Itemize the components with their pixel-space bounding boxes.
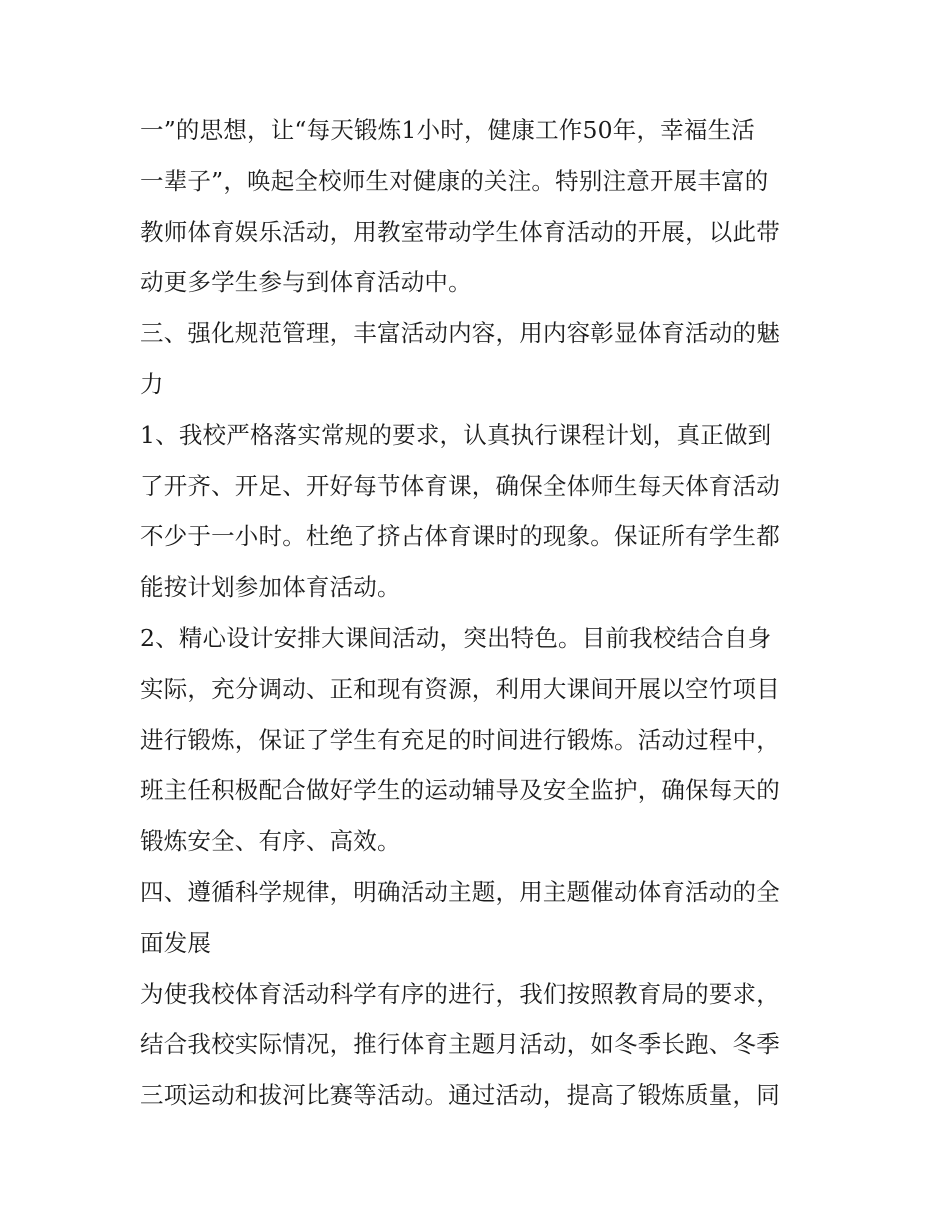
paragraph-line: 进行锻炼，保证了学生有充足的时间进行锻炼。活动过程中， bbox=[140, 725, 780, 754]
document-body bbox=[140, 105, 820, 1121]
paragraph-line: 锻炼安全、有序、高效。 bbox=[140, 827, 401, 856]
section-heading-line: 面发展 bbox=[140, 928, 212, 957]
section-heading-line: 力 bbox=[140, 369, 164, 398]
paragraph-line: 2、精心设计安排大课间活动，突出特色。目前我校结合自身 bbox=[140, 623, 772, 652]
paragraph-line: 班主任积极配合做好学生的运动辅导及安全监护，确保每天的 bbox=[140, 776, 780, 805]
paragraph-line: 一”的思想，让“每天锻炼1小时，健康工作50年，幸福生活 bbox=[140, 116, 755, 144]
paragraph-line: 三项运动和拔河比赛等活动。通过活动，提高了锻炼质量，同 bbox=[140, 1081, 780, 1110]
section-heading-line: 四、遵循科学规律，明确活动主题，用主题催动体育活动的全 bbox=[140, 877, 780, 906]
paragraph-line: 实际，充分调动、正和现有资源，利用大课间开展以空竹项目 bbox=[140, 674, 780, 703]
paragraph-line: 为使我校体育活动科学有序的进行，我们按照教育局的要求， bbox=[140, 979, 780, 1008]
paragraph-line: 结合我校实际情况，推行体育主题月活动，如冬季长跑、冬季 bbox=[140, 1030, 780, 1059]
paragraph-line: 1、我校严格落实常规的要求，认真执行课程计划，真正做到 bbox=[140, 420, 772, 449]
paragraph-line: 了开齐、开足、开好每节体育课，确保全体师生每天体育活动 bbox=[140, 471, 780, 500]
section-heading-line: 三、强化规范管理，丰富活动内容，用内容彰显体育活动的魅 bbox=[140, 319, 780, 348]
paragraph-line: 不少于一小时。杜绝了挤占体育课时的现象。保证所有学生都 bbox=[140, 522, 780, 551]
paragraph-line: 能按计划参加体育活动。 bbox=[140, 573, 401, 602]
paragraph-line: 教师体育娱乐活动，用教室带动学生体育活动的开展，以此带 bbox=[140, 217, 780, 246]
paragraph-line: 一辈子”，唤起全校师生对健康的关注。特别注意开展丰富的 bbox=[140, 166, 769, 195]
paragraph-line: 动更多学生参与到体育活动中。 bbox=[140, 268, 472, 297]
